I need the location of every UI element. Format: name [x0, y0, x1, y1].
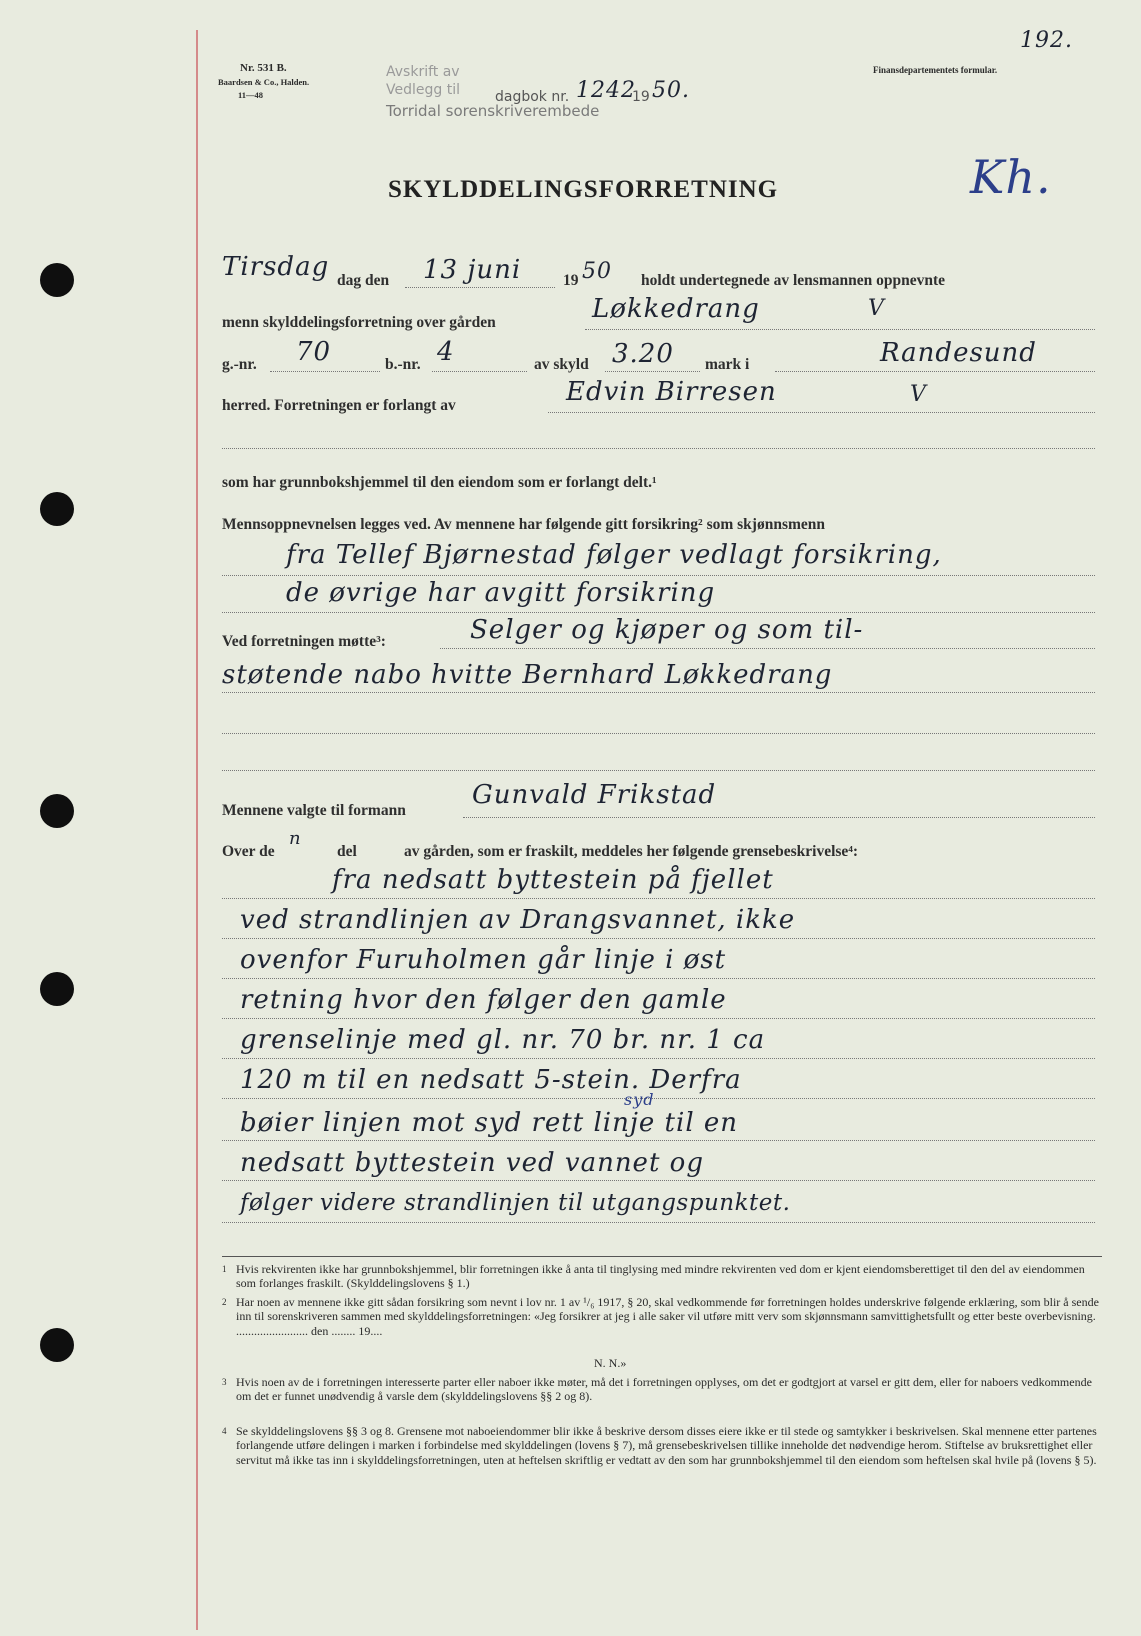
footnote-number: 3 — [222, 1377, 227, 1387]
line6-text: Mennsoppnevnelsen legges ved. Av mennene har følgende gitt forsikring² som skjønnsmenn — [222, 516, 826, 533]
gnr-value: 70 — [296, 337, 332, 367]
mark-label: mark i — [705, 356, 750, 373]
line1-text-b: holdt undertegnede av lensmannen oppnevnte — [641, 272, 946, 289]
boundary-line: grenselinje med gl. nr. 70 br. nr. 1 ca — [240, 1025, 766, 1055]
boundary-rule — [222, 1222, 1095, 1223]
attended-rule-3 — [222, 733, 1095, 734]
footnote-number: 1 — [222, 1264, 227, 1274]
ministry-note: Finansdepartementets formular. — [873, 65, 998, 75]
bnr-label: b.-nr. — [385, 356, 421, 373]
boundary-line: 120 m til en nedsatt 5-stein. Derfra — [240, 1065, 742, 1095]
boundary-rule — [222, 1018, 1095, 1019]
footnote-text: Se skylddelingslovens §§ 3 og 8. Grensene mot naboeiendommer blir ikke å beskrive dersom disses eiere ikke er til stede og samtykker i beskrivelsen. Skal mennene etter partenes forlangende utføre delingen i marken i forbindelse med skylddelingen (lovens § 7), må grensebeskrivelsen tillike inneholde det nødvendige herom. Stiftelse av bruksrettighet eller servitut må ikke tas inn i skylddelingsforretningen, uten at heftelsen skriftlig er vedtatt av den som har grunnbokshjemmel til den eiendom som heftelsen skal hvile på (lovens § 5). — [236, 1424, 1097, 1467]
year: 50 — [582, 259, 612, 284]
gnr-label: g.-nr. — [222, 356, 257, 373]
punch-hole — [40, 794, 74, 828]
punch-hole — [40, 1328, 74, 1362]
municipality: Randesund — [880, 338, 1037, 368]
over-label-1: Over de — [222, 843, 275, 860]
stamp-attachment: Vedlegg til — [386, 82, 460, 98]
skyld-label: av skyld — [534, 356, 589, 373]
journal-number: 1242 — [576, 78, 636, 103]
requester-rule — [548, 412, 1095, 413]
check-mark: V — [910, 382, 927, 407]
assurance-line-1: fra Tellef Bjørnestad følger vedlagt forsikring, — [286, 540, 942, 570]
chairman-name: Gunvald Frikstad — [472, 780, 717, 810]
journal-label: dagbok nr. — [495, 89, 570, 105]
attended-rule-4 — [222, 770, 1095, 771]
boundary-line: ovenfor Furuholmen går linje i øst — [240, 945, 727, 975]
boundary-insert: syd — [624, 1090, 655, 1109]
over-label-3: av gården, som er fraskilt, meddeles her følgende grensebeskrivelse⁴: — [404, 843, 859, 860]
boundary-rule — [222, 898, 1095, 899]
attended-line-2: støtende nabo hvitte Bernhard Løkkedrang — [222, 660, 833, 690]
line4-text: herred. Forretningen er forlangt av — [222, 397, 456, 414]
footnote — [222, 1262, 1102, 1291]
document-title: SKYLDDELINGSFORRETNING — [388, 176, 779, 203]
over-label-2: del — [337, 843, 357, 860]
footnote-text: N. N.» — [594, 1356, 627, 1370]
punch-hole — [40, 263, 74, 297]
attended-rule-2 — [222, 692, 1095, 693]
attended-line-1: Selger og kjøper og som til- — [470, 615, 864, 645]
footnote-text: Hvis noen av de i forretningen interesserte parter eller naboer ikke møter, må det i forretningen opplyses, om det er godtgjort at varsel er gitt dem, eller for naboers vedkommende om det er funnet unødvendig å varsle dem (skylddelingslovens §§ 2 og 8). — [236, 1375, 1092, 1404]
assurance-rule-1 — [222, 575, 1095, 576]
footnote-number: 2 — [222, 1297, 227, 1307]
form-number: Nr. 531 B. — [240, 62, 287, 74]
farm-rule — [585, 329, 1095, 330]
boundary-line: fra nedsatt byttestein på fjellet — [332, 865, 774, 895]
chairman-label: Mennene valgte til formann — [222, 802, 406, 819]
footnote-text: Har noen av mennene ikke gitt sådan forsikring som nevnt i lov nr. 1 av ¹/₆ 1917, § 20, skal vedkommende før forretningen holdes underskrive følgende erklæring, som blir å sende inn til sorenskriveren sammen med skylddelingsforretningen: «Jeg forsikrer at jeg i alle saker vil utføre mitt verv som skjønnsmann samvittighetsfullt og etter beste overbevisning. ........................ den ........ 19.... — [236, 1295, 1099, 1338]
boundary-line: ved strandlinjen av Drangsvannet, ikke — [240, 905, 796, 935]
assurance-line-2: de øvrige har avgitt forsikring — [286, 578, 716, 608]
punch-hole — [40, 972, 74, 1006]
footnote-signature — [580, 1356, 780, 1370]
attended-rule-1 — [440, 648, 1095, 649]
skyld-value: 3.20 — [612, 339, 674, 369]
boundary-line: retning hvor den følger den gamle — [240, 985, 727, 1015]
footnote — [222, 1375, 1102, 1404]
boundary-rule — [222, 1098, 1095, 1099]
skyld-rule — [605, 371, 700, 372]
punch-hole — [40, 492, 74, 526]
boundary-rule — [222, 1058, 1095, 1059]
date: 13 juni — [423, 255, 522, 285]
boundary-line: følger videre strandlinjen til utgangspunktet. — [240, 1190, 791, 1216]
bnr-rule — [432, 371, 527, 372]
assurance-rule-2 — [222, 612, 1095, 613]
stamp-copy: Avskrift av — [386, 64, 460, 80]
line2-text: menn skylddelingsforretning over gården — [222, 314, 496, 331]
bnr-value: 4 — [437, 337, 455, 367]
line1-text-a: dag den — [337, 272, 390, 289]
boundary-rule — [222, 1180, 1095, 1181]
boundary-rule — [222, 938, 1095, 939]
date-rule — [405, 287, 555, 288]
footnote-number: 4 — [222, 1426, 227, 1436]
weekday: Tirsdag — [222, 252, 330, 282]
over-hand: n — [289, 828, 302, 849]
page-number: 192. — [1020, 28, 1073, 53]
footnote — [222, 1295, 1102, 1338]
chairman-rule — [463, 817, 1095, 818]
attended-label: Ved forretningen møtte³: — [222, 633, 386, 650]
footnote-separator — [222, 1256, 1102, 1257]
gnr-rule — [270, 371, 380, 372]
footnote-text: Hvis rekvirenten ikke har grunnbokshjemmel, blir forretningen ikke å anta til tinglysing med mindre rekvirenten ved dom er kjent eiendomsberettiget til den del av eiendommen som forlanges fraskilt. (Skylddelingslovens § 1.) — [236, 1262, 1085, 1291]
print-date: 11—48 — [238, 90, 264, 100]
blank-rule — [222, 448, 1095, 449]
check-mark: V — [868, 296, 885, 321]
municipality-rule — [775, 371, 1095, 372]
initials: Kh. — [970, 150, 1052, 204]
farm-name: Løkkedrang — [592, 294, 760, 324]
journal-year-prefix: 19 — [632, 89, 650, 105]
boundary-line: nedsatt byttestein ved vannet og — [240, 1148, 704, 1178]
margin-line — [196, 30, 198, 1630]
boundary-rule — [222, 978, 1095, 979]
line5-text: som har grunnbokshjemmel til den eiendom som er forlangt delt.¹ — [222, 474, 657, 491]
footnote — [222, 1424, 1102, 1467]
requester: Edvin Birresen — [566, 377, 777, 407]
court-stamp: Torridal sorenskriverembede — [386, 102, 600, 120]
boundary-line: bøier linjen mot syd rett linje til en — [240, 1108, 739, 1138]
boundary-rule — [222, 1140, 1095, 1141]
journal-year: 50. — [652, 78, 690, 103]
printer: Baardsen & Co., Halden. — [218, 77, 310, 87]
year-prefix: 19 — [563, 272, 579, 289]
